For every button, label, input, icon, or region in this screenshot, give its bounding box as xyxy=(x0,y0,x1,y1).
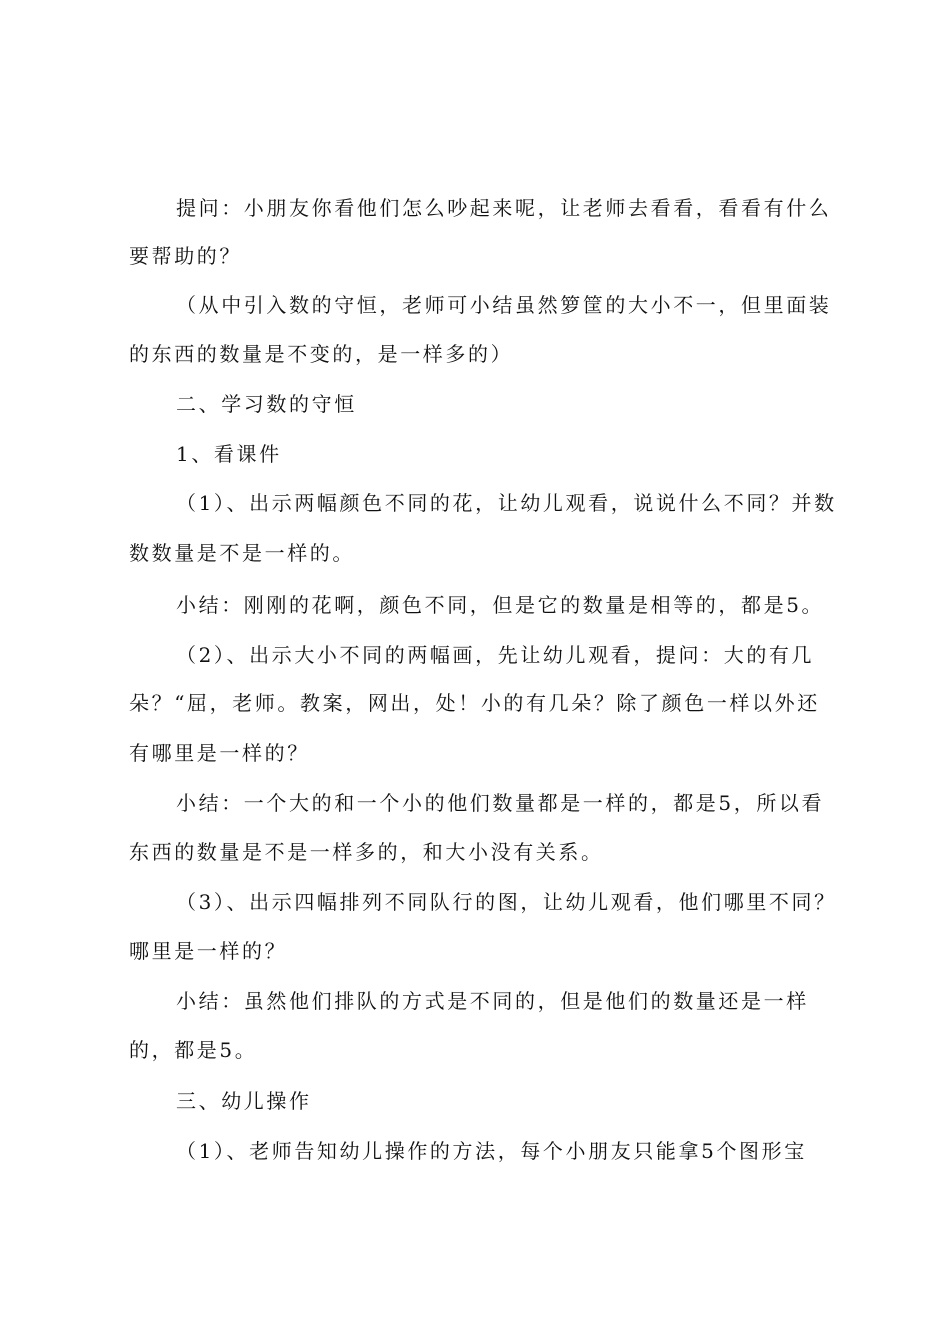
paragraph-line: （从中引入数的守恒，老师可小结虽然箩筐的大小不一，但里面装 xyxy=(176,293,832,317)
paragraph-line: （2）、出示大小不同的两幅画，先让幼儿观看，提问：大的有几 xyxy=(176,643,815,667)
section-heading: 三、幼儿操作 xyxy=(176,1089,312,1113)
paragraph-line: 东西的数量是不是一样多的，和大小没有关系。 xyxy=(129,840,604,864)
paragraph-line: 小结：一个大的和一个小的他们数量都是一样的，都是5，所以看 xyxy=(176,791,825,815)
paragraph-line: 的，都是5。 xyxy=(129,1038,258,1062)
section-heading: 二、学习数的守恒 xyxy=(176,392,357,416)
paragraph-line: 提问：小朋友你看他们怎么吵起来呢，让老师去看看，看看有什么 xyxy=(176,196,832,220)
paragraph-line: 哪里是一样的？ xyxy=(129,939,288,963)
paragraph-line: 小结：刚刚的花啊，颜色不同，但是它的数量是相等的，都是5。 xyxy=(176,593,825,617)
paragraph-line: （1）、老师告知幼儿操作的方法，每个小朋友只能拿5个图形宝 xyxy=(176,1139,807,1163)
subsection-heading: 1、看课件 xyxy=(176,442,282,466)
paragraph-line: 有哪里是一样的？ xyxy=(129,741,310,765)
paragraph-line: 的东西的数量是不变的，是一样多的） xyxy=(129,342,514,366)
paragraph-line: 数数量是不是一样的。 xyxy=(129,541,355,565)
paragraph-line: （3）、出示四幅排列不同队行的图，让幼儿观看，他们哪里不同？ xyxy=(176,890,837,914)
paragraph-line: 要帮助的？ xyxy=(129,244,242,268)
paragraph-line: （1）、出示两幅颜色不同的花，让幼儿观看，说说什么不同？并数 xyxy=(176,491,837,515)
paragraph-line: 朵？“屈，老师。教案，网出，处！小的有几朵？除了颜色一样以外还 xyxy=(129,691,820,715)
paragraph-line: 小结：虽然他们排队的方式是不同的，但是他们的数量还是一样 xyxy=(176,989,809,1013)
